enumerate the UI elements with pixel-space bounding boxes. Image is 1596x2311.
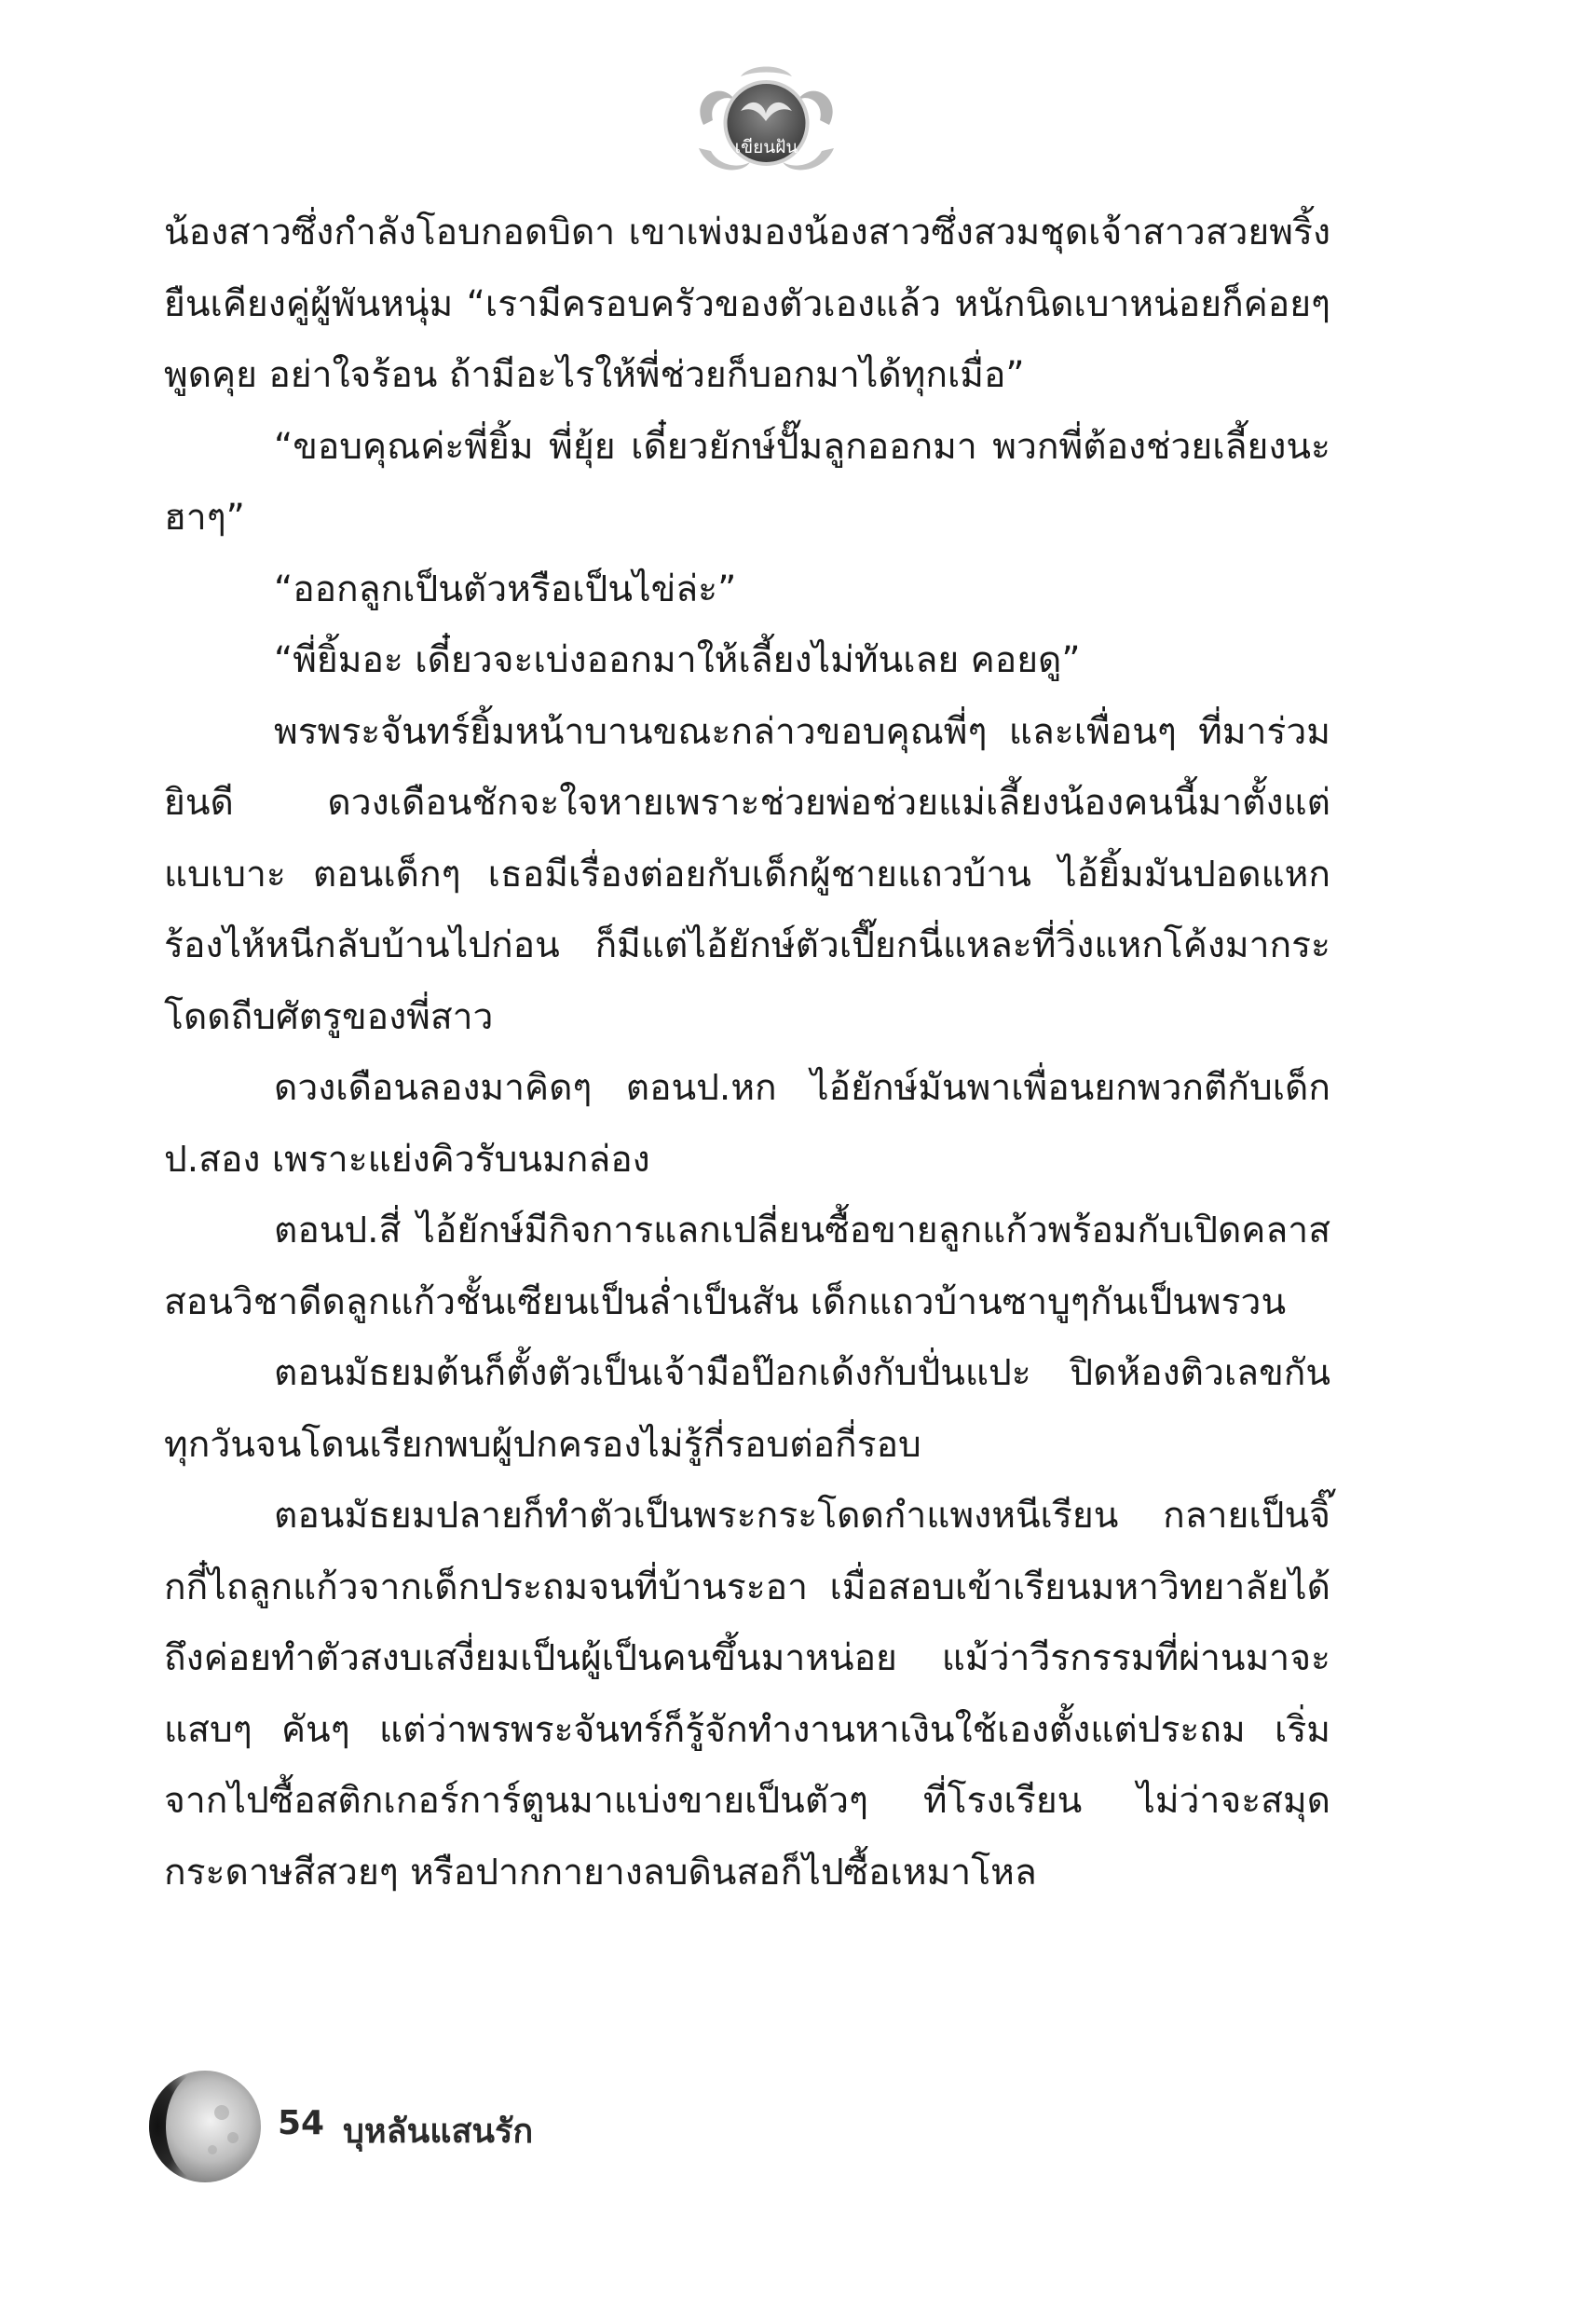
paragraph: “พี่ยิ้มอะ เดี๋ยวจะเบ่งออกมาให้เลี้ยงไม่ทันเลย คอยดู” <box>274 639 1081 681</box>
paragraph: ดวงเดือนลองมาคิดๆ ตอนป.หก ไอ้ยักษ์มันพาเพื่อนยกพวกตีกับเด็กป.สอง เพราะแย่งคิวรับนมกล่อง <box>164 1067 1330 1181</box>
body-text <box>164 198 1330 1908</box>
paragraph: “ขอบคุณค่ะพี่ยิ้ม พี่ยุ้ย เดี๋ยวยักษ์ปั๊มลูกออกมา พวกพี่ต้องช่วยเลี้ยงนะ ฮาๆ” <box>164 425 1330 539</box>
book-title: บุหลันแสนรัก <box>343 2113 534 2151</box>
paragraph: พรพระจันทร์ยิ้มหน้าบานขณะกล่าวขอบคุณพี่ๆ และเพื่อนๆ ที่มาร่วมยินดี ดวงเดือนชักจะใจหายเพราะช่วยพ่อช่วยแม่เลี้ยงน้องคนนี้มาตั้งแต่แบเบาะ ตอนเด็กๆ เธอมีเรื่องต่อยกับเด็กผู้ชายแถวบ้าน ไอ้ยิ้มมันปอดแหกร้องไห้หนีกลับบ้านไปก่อน ก็มีแต่ไอ้ยักษ์ตัวเปี๊ยกนี่แหละที่วิ่งแหกโค้งมากระโดดถีบศัตรูของพี่สาว <box>164 710 1330 1038</box>
paragraph: ตอนมัธยมต้นก็ตั้งตัวเป็นเจ้ามือป๊อกเด้งกับปั่นแปะ ปิดห้องติวเลขกันทุกวันจนโดนเรียกพบผู้ปกครองไม่รู้กี่รอบต่อกี่รอบ <box>164 1352 1330 1466</box>
page-footer <box>140 2061 792 2192</box>
paragraph: น้องสาวซึ่งกำลังโอบกอดบิดา เขาเพ่งมองน้องสาวซึ่งสวมชุดเจ้าสาวสวยพริ้งยืนเคียงคู่ผู้พันหนุ่ม “เรามีครอบครัวของตัวเองแล้ว หนักนิดเบาหน่อยก็ค่อยๆ พูดคุย อย่าใจร้อน ถ้ามีอะไรให้พี่ช่วยก็บอกมาได้ทุกเมื่อ” <box>164 212 1330 396</box>
paragraph: ตอนป.สี่ ไอ้ยักษ์มีกิจการแลกเปลี่ยนซื้อขายลูกแก้วพร้อมกับเปิดคลาสสอนวิชาดีดลูกแก้วชั้นเซียนเป็นล่ำเป็นสัน เด็กแถวบ้านซาบูๆกันเป็นพรวน <box>164 1210 1330 1323</box>
emblem-icon <box>685 60 848 183</box>
logo-text: เขียนฝัน <box>734 137 798 157</box>
paragraph: ตอนมัธยมปลายก็ทำตัวเป็นพระกระโดดกำแพงหนีเรียน กลายเป็นจิ๊กกี๋ไถลูกแก้วจากเด็กประถมจนที่บ้านระอา เมื่อสอบเข้าเรียนมหาวิทยาลัยได้ถึงค่อยทำตัวสงบเสงี่ยมเป็นผู้เป็นคนขึ้นมาหน่อย แม้ว่าวีรกรรมที่ผ่านมาจะแสบๆ คันๆ แต่ว่าพรพระจันทร์ก็รู้จักทำงานหาเงินใช้เองตั้งแต่ประถม เริ่มจากไปซื้อสติกเกอร์การ์ตูนมาแบ่งขายเป็นตัวๆ ที่โรงเรียน ไม่ว่าจะสมุดกระดาษสีสวยๆ หรือปากกายางลบดินสอก็ไปซื้อเหมาโหล <box>164 1495 1330 1894</box>
paragraph: “ออกลูกเป็นตัวหรือเป็นไข่ล่ะ” <box>274 567 737 610</box>
moon-icon <box>140 2061 270 2192</box>
publisher-emblem <box>685 60 848 183</box>
page-number: 54 <box>278 2104 325 2142</box>
